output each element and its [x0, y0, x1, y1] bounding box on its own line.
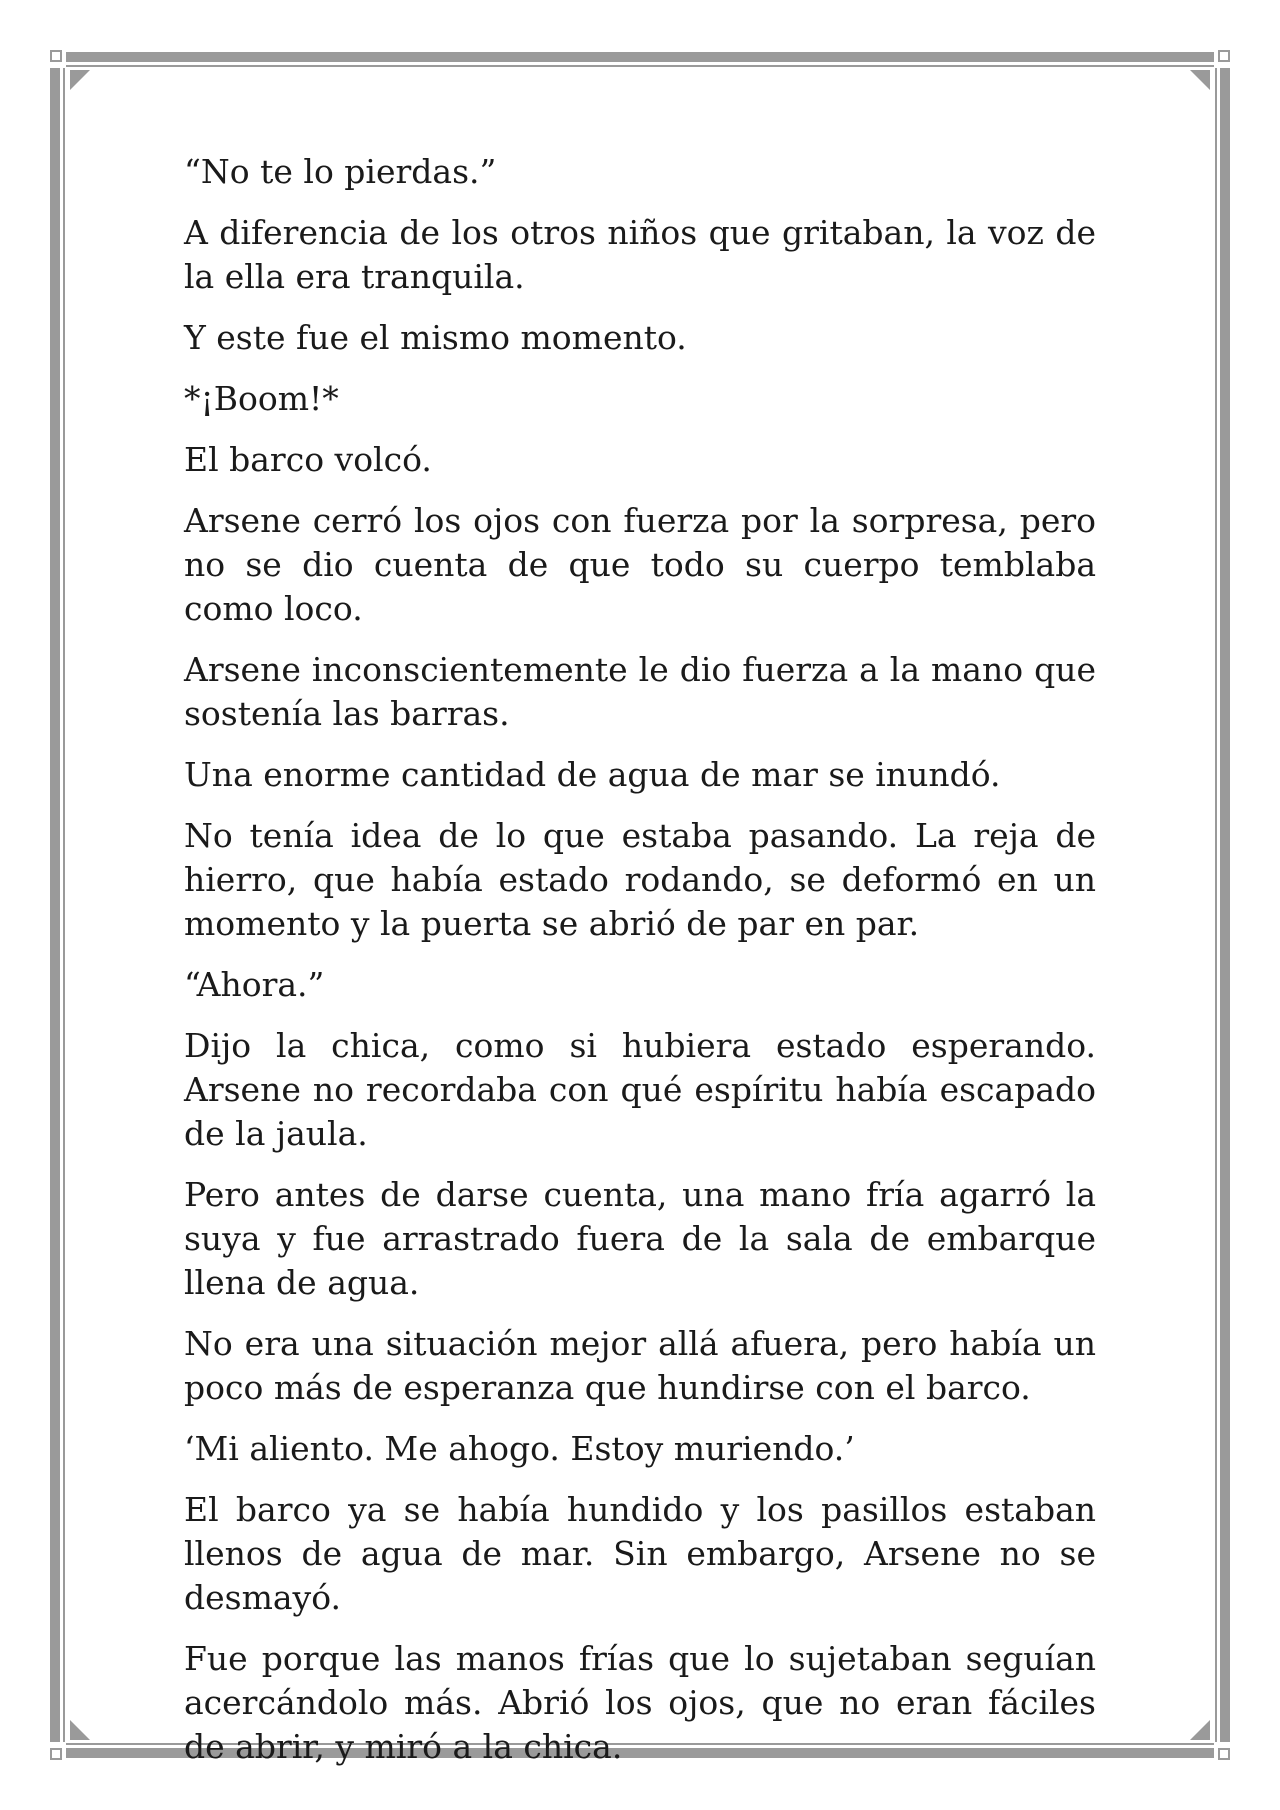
paragraph: “Ahora.” [184, 965, 325, 1004]
paragraph: Dijo la chica, como si hubiera estado esperando. Arsene no recordaba con qué espíritu había escapado de la jaula. [184, 1026, 1096, 1153]
paragraph: “No te lo pierdas.” [184, 152, 497, 191]
border-top [66, 52, 1214, 62]
paragraph: El barco volcó. [184, 440, 432, 479]
paragraph: *¡Boom!* [184, 379, 339, 418]
page-body-text [184, 150, 1096, 1786]
paragraph: No tenía idea de lo que estaba pasando. La reja de hierro, que había estado rodando, se deformó en un momento y la puerta se abrió de par en par. [184, 816, 1096, 943]
paragraph: Arsene cerró los ojos con fuerza por la sorpresa, pero no se dio cuenta de que todo su cuerpo temblaba como loco. [184, 501, 1096, 628]
paragraph: A diferencia de los otros niños que gritaban, la voz de la ella era tranquila. [184, 213, 1096, 296]
border-right [1220, 68, 1230, 1742]
paragraph: Pero antes de darse cuenta, una mano fría agarró la suya y fue arrastrado fuera de la sala de embarque llena de agua. [184, 1175, 1096, 1302]
border-left [50, 68, 60, 1742]
paragraph: Y este fue el mismo momento. [184, 318, 687, 357]
paragraph: No era una situación mejor allá afuera, pero había un poco más de esperanza que hundirse con el barco. [184, 1324, 1096, 1407]
paragraph: Una enorme cantidad de agua de mar se inundó. [184, 755, 1001, 794]
paragraph: El barco ya se había hundido y los pasillos estaban llenos de agua de mar. Sin embargo, Arsene no se desmayó. [184, 1490, 1096, 1617]
paragraph: ‘Mi aliento. Me ahogo. Estoy muriendo.’ [184, 1429, 855, 1468]
paragraph: Arsene inconscientemente le dio fuerza a la mano que sostenía las barras. [184, 650, 1096, 733]
paragraph: Fue porque las manos frías que lo sujetaban seguían acercándolo más. Abrió los ojos, que no eran fáciles de abrir, y miró a la chica. [184, 1639, 1096, 1766]
